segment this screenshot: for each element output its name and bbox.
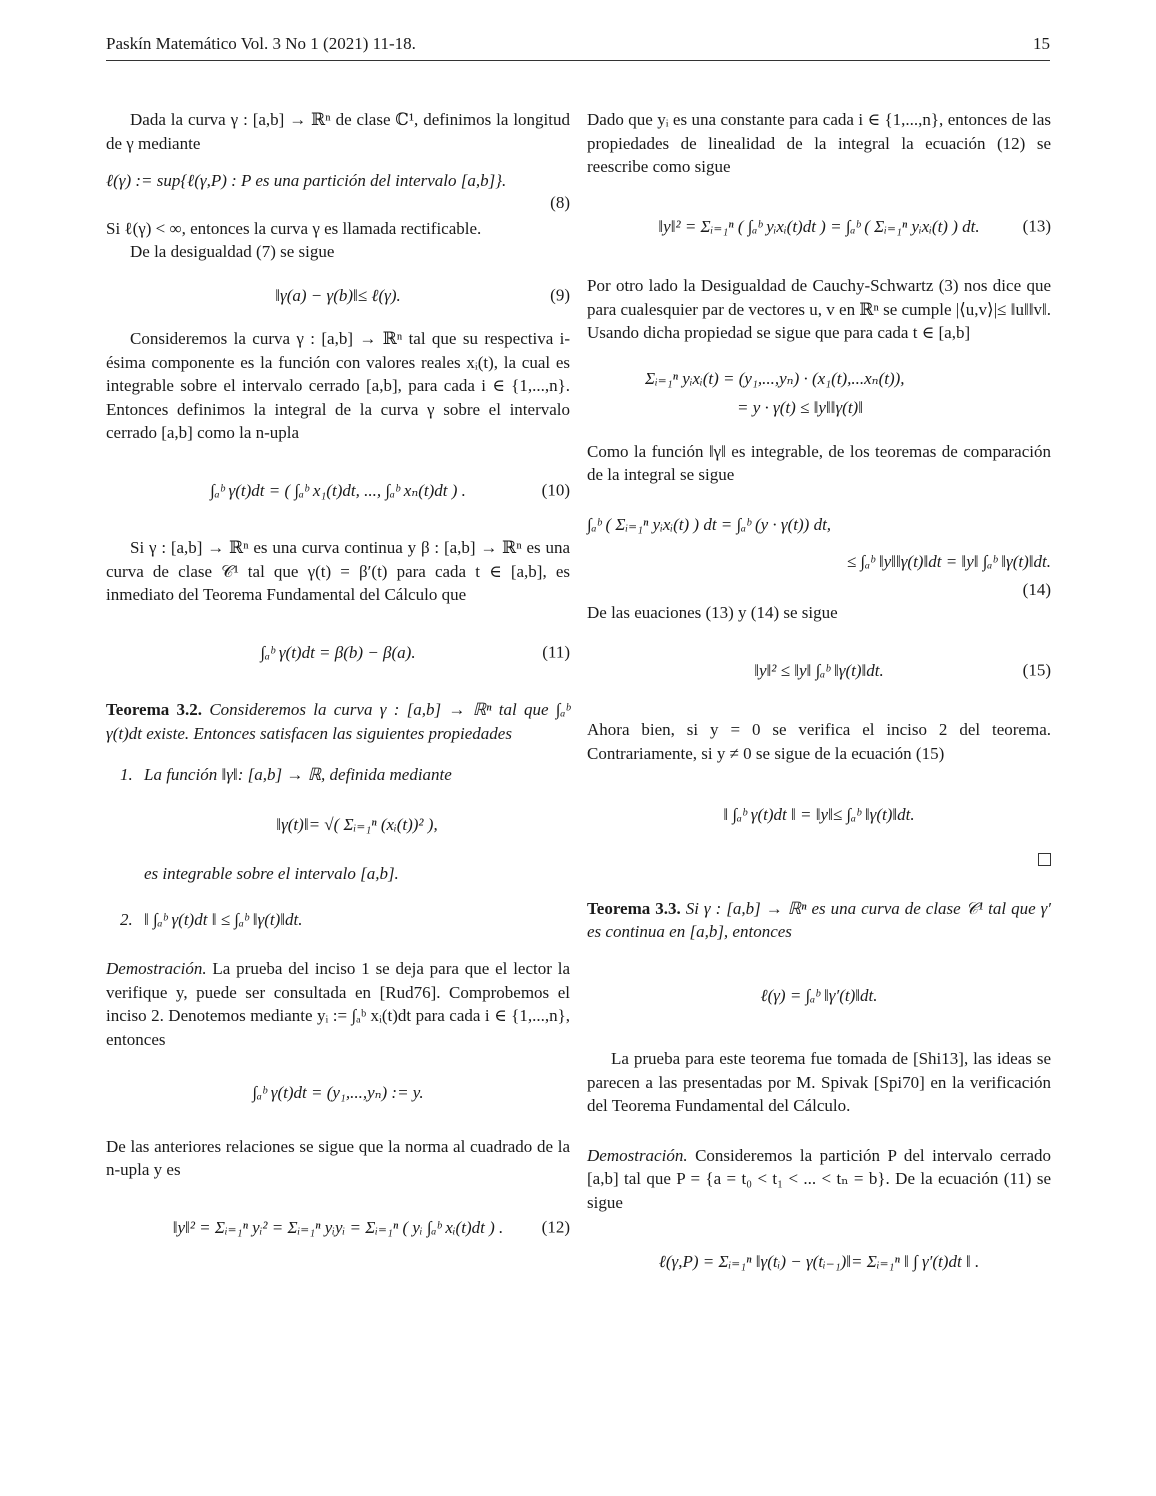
proof-3-3-text: Consideremos la partición P del intervalo cerrado [a,b] tal que P = {a = t₀ < t₁ < ... < tₙ = b}. De la ecuación (11) se sigue xyxy=(587,1145,1051,1212)
paragraph-cauchy-schwartz: Por otro lado la Desigualdad de Cauchy-Schwartz (3) nos dice que para cualesquier par de vectores u, v en ℝⁿ se cumple |⟨u,v⟩|≤ ‖u‖‖v‖. Usando dicha propiedad se sigue que para cada t ∈ [a,b] xyxy=(587,276,1052,342)
paragraph-teorema-fundamental: Si γ : [a,b] → ℝⁿ es una curva continua y β : [a,b] → ℝⁿ es una curva de clase 𝒞¹ tal que γ(t) = β′(t) para cada t ∈ [a,b], es inmediato del Teorema Fundamental del Cálculo que xyxy=(106,538,570,604)
equation-14-number: (14) xyxy=(1022,579,1051,599)
equation-cs-line-1 xyxy=(587,367,1051,391)
equation-partition-length xyxy=(587,1250,1051,1274)
equation-cs-line-2-body: = y · γ(t) ≤ ‖y‖‖γ(t)‖ xyxy=(737,398,863,417)
header-rule xyxy=(106,60,1050,61)
equation-y-definition xyxy=(106,1081,570,1105)
equation-11 xyxy=(106,641,570,665)
paragraph-rectificable: Si ℓ(γ) < ∞, entonces la curva γ es llamada rectificable. xyxy=(106,218,482,238)
equation-12-number: (12) xyxy=(541,1217,570,1237)
equation-8 xyxy=(106,169,570,212)
running-title: Paskín Matemático Vol. 3 No 1 (2021) 11-18. xyxy=(106,34,416,53)
equation-8-number: (8) xyxy=(550,193,570,212)
item-1-label: 1. xyxy=(120,765,133,784)
proof-3-3-heading: Demostración. xyxy=(587,1145,688,1165)
theorem-3-2-body: Consideremos la curva γ : [a,b] → ℝⁿ tal que ∫ₐᵇ γ(t)dt existe. Entonces satisfacen las siguientes propiedades xyxy=(106,700,570,743)
equation-9 xyxy=(106,284,570,308)
paragraph-13-14: De las euaciones (13) y (14) se sigue xyxy=(587,603,838,622)
paragraph-integral-curva: Consideremos la curva γ : [a,b] → ℝⁿ tal que su respectiva i-ésima componente es la función con valores reales xᵢ(t), la cual es integrable sobre el intervalo cerrado [a,b], para cada i ∈ {1,...,n}. Entonces definimos la integral de la curva γ sobre el intervalo cerrado [a,b] como la n-upla xyxy=(106,329,570,442)
theorem-item-2 xyxy=(106,908,570,932)
equation-12-body: ‖y‖² = Σᵢ₌₁ⁿ yᵢ² = Σᵢ₌₁ⁿ yᵢyᵢ = Σᵢ₌₁ⁿ ( yᵢ ∫ₐᵇ xᵢ(t)dt ) . xyxy=(172,1217,504,1237)
theorem-3-3-body: Si γ : [a,b] → ℝⁿ es una curva de clase 𝒞¹ tal que γ′ es continua en [a,b], entonces xyxy=(587,898,1052,941)
equation-partition-length-body: ℓ(γ,P) = Σᵢ₌₁ⁿ ‖γ(tᵢ) − γ(tᵢ₋₁)‖= Σᵢ₌₁ⁿ ‖ ∫ γ′(t)dt ‖ . xyxy=(658,1252,980,1271)
left-column xyxy=(106,108,570,1273)
paragraph-desigualdad-7: De la desigualdad (7) se sigue xyxy=(130,242,335,261)
item-1-equation xyxy=(144,813,570,837)
equation-cs-line-2 xyxy=(587,396,1051,420)
proof-3-2-heading: Demostración. xyxy=(106,959,207,978)
paragraph-norma-cuadrado: De las anteriores relaciones se sigue que la norma al cuadrado de la n-upla y es xyxy=(106,1136,570,1179)
equation-13 xyxy=(587,215,1051,239)
paragraph-prueba-shi13: La prueba para este teorema fue tomada de [Shi13], las ideas se parecen a las presentadas por M. Spivak [Spi70] en la verificación del Teorema Fundamental del Cálculo. xyxy=(587,1049,1051,1115)
equation-14-line-2-body: ≤ ∫ₐᵇ ‖y‖‖γ(t)‖dt = ‖y‖ ∫ₐᵇ ‖γ(t)‖dt. xyxy=(846,552,1051,571)
paragraph-longitud-definition: Dada la curva γ : [a,b] → ℝⁿ de clase ℂ¹, definimos la longitud de γ mediante xyxy=(106,110,570,153)
theorem-3-2-heading: Teorema 3.2. xyxy=(106,700,203,719)
item-2-equation: ‖ ∫ₐᵇ γ(t)dt ‖ ≤ ∫ₐᵇ ‖γ(t)‖dt. xyxy=(144,909,303,929)
equation-10 xyxy=(106,479,570,503)
item-1-text: La función ‖γ‖: [a,b] → ℝ, definida mediante xyxy=(144,765,452,784)
equation-14-line-1 xyxy=(587,513,1051,537)
qed-square-icon xyxy=(1038,853,1051,866)
theorem-item-1 xyxy=(106,763,570,886)
paragraph-linealidad: Dado que yᵢ es una constante para cada i ∈ {1,...,n}, entonces de las propiedades de linealidad de la integral la ecuación (12) se reescribe como sigue xyxy=(587,110,1051,176)
equation-11-body: ∫ₐᵇ γ(t)dt = β(b) − β(a). xyxy=(260,642,416,662)
equation-15-number: (15) xyxy=(1022,660,1051,680)
equation-cs-line-1-body: Σᵢ₌₁ⁿ yᵢxᵢ(t) = (y₁,...,yₙ) · (x₁(t),...xₙ(t)), xyxy=(645,368,905,388)
equation-8-body: ℓ(γ) := sup{ℓ(γ,P) : P es una partición del intervalo [a,b]}. xyxy=(106,171,507,190)
equation-15 xyxy=(587,659,1051,683)
paragraph-ahora-bien: Ahora bien, si y = 0 se verifica el inciso 2 del teorema. Contrariamente, si y ≠ 0 se sigue de la ecuación (15) xyxy=(587,720,1051,763)
page-number: 15 xyxy=(1033,34,1050,53)
proof-3-2 xyxy=(106,957,570,1051)
equation-14-line-2 xyxy=(587,550,1051,574)
equation-final-3-2 xyxy=(587,803,1051,827)
item-1-tail: es integrable sobre el intervalo [a,b]. xyxy=(144,864,399,883)
equation-10-number: (10) xyxy=(541,480,570,500)
equation-15-body: ‖y‖² ≤ ‖y‖ ∫ₐᵇ ‖γ(t)‖dt. xyxy=(754,660,884,680)
equation-length-body: ℓ(γ) = ∫ₐᵇ ‖γ′(t)‖dt. xyxy=(760,985,878,1005)
equation-y-definition-body: ∫ₐᵇ γ(t)dt = (y₁,...,yₙ) := y. xyxy=(252,1083,424,1102)
equation-final-3-2-body: ‖ ∫ₐᵇ γ(t)dt ‖ = ‖y‖≤ ∫ₐᵇ ‖γ(t)‖dt. xyxy=(723,805,915,824)
right-column xyxy=(587,108,1051,1310)
equation-9-number: (9) xyxy=(550,285,570,305)
paragraph-comparacion: Como la función ‖γ‖ es integrable, de los teoremas de comparación de la integral se sigue xyxy=(587,441,1051,484)
qed-marker xyxy=(587,853,1051,875)
equation-10-body: ∫ₐᵇ γ(t)dt = ( ∫ₐᵇ x₁(t)dt, ..., ∫ₐᵇ xₙ(t)dt ) . xyxy=(210,480,466,500)
equation-12 xyxy=(106,1216,570,1240)
theorem-3-3-heading: Teorema 3.3. xyxy=(587,898,681,918)
theorem-3-2 xyxy=(106,698,570,745)
item-1-equation-body: ‖γ(t)‖= √( Σᵢ₌₁ⁿ (xᵢ(t))² ), xyxy=(276,814,438,834)
equation-13-body: ‖y‖² = Σᵢ₌₁ⁿ ( ∫ₐᵇ yᵢxᵢ(t)dt ) = ∫ₐᵇ ( Σᵢ₌₁ⁿ yᵢxᵢ(t) ) dt. xyxy=(658,216,980,236)
equation-13-number: (13) xyxy=(1022,216,1051,236)
equation-14-line-1-body: ∫ₐᵇ ( Σᵢ₌₁ⁿ yᵢxᵢ(t) ) dt = ∫ₐᵇ (y · γ(t)) dt, xyxy=(587,514,832,534)
equation-11-number: (11) xyxy=(542,642,570,662)
equation-length xyxy=(587,984,1051,1008)
theorem-3-3 xyxy=(587,897,1051,944)
proof-3-3 xyxy=(587,1144,1051,1215)
proof-3-2-text: La prueba del inciso 1 se deja para que el lector la verifique y, puede ser consultada en [Rud76]. Comprobemos el inciso 2. Denotemos mediante yᵢ := ∫ₐᵇ xᵢ(t)dt para cada i ∈ {1,...,n}, entonces xyxy=(106,959,570,1049)
item-2-label: 2. xyxy=(120,909,133,929)
equation-9-body: ‖γ(a) − γ(b)‖≤ ℓ(γ). xyxy=(275,285,401,305)
